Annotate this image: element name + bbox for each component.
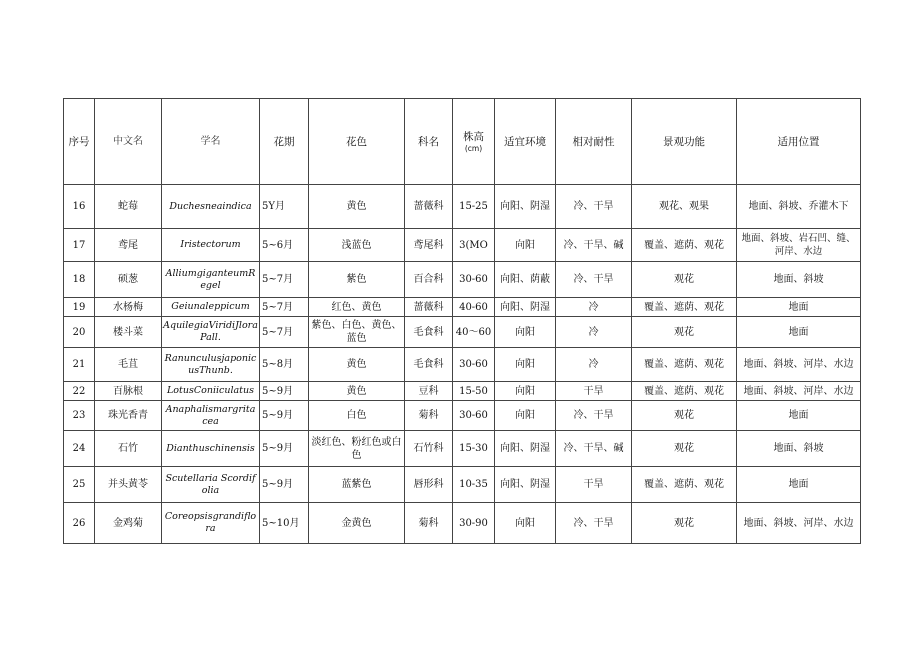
cell-height: 40～60	[453, 317, 495, 348]
cell-cn-name: 楼斗菜	[95, 317, 162, 348]
cell-sci-name: Scutellaria Scordifolia	[162, 467, 260, 503]
header-family: 科名	[405, 99, 453, 185]
cell-sci-name: LotusConiiculatus	[162, 382, 260, 401]
cell-flower-color: 淡红色、粉红色或白色	[309, 431, 405, 467]
cell-cn-name: 石竹	[95, 431, 162, 467]
header-no: 序号	[64, 99, 95, 185]
cell-landscape: 观花、观果	[632, 185, 737, 229]
table-row	[64, 431, 861, 467]
cell-cn-name: 百脉根	[95, 382, 162, 401]
cell-no: 24	[64, 431, 95, 467]
cell-flowering: 5~9月	[260, 467, 309, 503]
cell-cn-name: 硕葱	[95, 262, 162, 298]
header-flowering: 花期	[260, 99, 309, 185]
cell-landscape: 观花	[632, 262, 737, 298]
cell-tolerance: 干旱	[556, 467, 632, 503]
cell-location: 地面、斜坡、河岸、水边	[737, 503, 861, 544]
table-row	[64, 317, 861, 348]
cell-family: 菊科	[405, 503, 453, 544]
cell-landscape: 观花	[632, 401, 737, 431]
cell-sci-name: Dianthuschinensis	[162, 431, 260, 467]
header-sci-name: 学名	[162, 99, 260, 185]
cell-no: 26	[64, 503, 95, 544]
header-flower-color: 花色	[309, 99, 405, 185]
cell-environment: 向阳	[495, 503, 556, 544]
cell-sci-name: Anaphalismargritacea	[162, 401, 260, 431]
cell-sci-name: Coreopsisgrandiflora	[162, 503, 260, 544]
cell-environment: 向阳	[495, 317, 556, 348]
cell-location: 地面、斜坡、河岸、水边	[737, 382, 861, 401]
cell-tolerance: 冷、干旱、碱	[556, 431, 632, 467]
cell-tolerance: 冷、干旱	[556, 503, 632, 544]
cell-height: 15-30	[453, 431, 495, 467]
cell-landscape: 观花	[632, 317, 737, 348]
cell-family: 豆科	[405, 382, 453, 401]
cell-landscape: 覆盖、遮荫、观花	[632, 382, 737, 401]
cell-family: 菊科	[405, 401, 453, 431]
cell-environment: 向阳、阴湿	[495, 431, 556, 467]
table-row	[64, 401, 861, 431]
cell-height: 15-25	[453, 185, 495, 229]
cell-location: 地面、斜坡	[737, 262, 861, 298]
cell-cn-name: 水杨梅	[95, 298, 162, 317]
cell-flower-color: 浅蓝色	[309, 229, 405, 262]
cell-flower-color: 白色	[309, 401, 405, 431]
cell-family: 蔷薇科	[405, 185, 453, 229]
cell-flowering: 5~9月	[260, 431, 309, 467]
cell-height: 30-90	[453, 503, 495, 544]
cell-flowering: 5~7月	[260, 298, 309, 317]
cell-flower-color: 红色、黄色	[309, 298, 405, 317]
cell-environment: 向阳	[495, 229, 556, 262]
cell-tolerance: 冷、干旱	[556, 185, 632, 229]
cell-flowering: 5~7月	[260, 317, 309, 348]
cell-tolerance: 冷、干旱、碱	[556, 229, 632, 262]
cell-flower-color: 紫色、白色、黄色、蓝色	[309, 317, 405, 348]
plant-table	[63, 98, 861, 544]
cell-flowering: 5~9月	[260, 382, 309, 401]
header-row	[64, 99, 861, 185]
cell-height: 3(MO	[453, 229, 495, 262]
cell-landscape: 观花	[632, 431, 737, 467]
cell-flowering: 5~10月	[260, 503, 309, 544]
cell-environment: 向阳、阴湿	[495, 467, 556, 503]
cell-flower-color: 黄色	[309, 185, 405, 229]
cell-cn-name: 金鸡菊	[95, 503, 162, 544]
cell-flower-color: 黄色	[309, 348, 405, 382]
cell-location: 地面、斜坡	[737, 431, 861, 467]
table-row	[64, 382, 861, 401]
table-body	[64, 185, 861, 544]
cell-flowering: 5~8月	[260, 348, 309, 382]
table-row	[64, 262, 861, 298]
cell-sci-name: RanunculusjaponicusThunb.	[162, 348, 260, 382]
cell-environment: 向阳	[495, 401, 556, 431]
table-row	[64, 503, 861, 544]
cell-cn-name: 珠光香青	[95, 401, 162, 431]
header-cn-name: 中文名	[95, 99, 162, 185]
cell-sci-name: AlliumgiganteumRegel	[162, 262, 260, 298]
cell-height: 30-60	[453, 348, 495, 382]
cell-cn-name: 并头黄苓	[95, 467, 162, 503]
table-row	[64, 229, 861, 262]
header-landscape: 景观功能	[632, 99, 737, 185]
header-location: 适用位置	[737, 99, 861, 185]
header-height-unit: (cm)	[464, 143, 483, 153]
cell-flowering: 5Y月	[260, 185, 309, 229]
table-row	[64, 185, 861, 229]
cell-sci-name: Geiunaleppicum	[162, 298, 260, 317]
cell-environment: 向阳	[495, 382, 556, 401]
cell-landscape: 覆盖、遮荫、观花	[632, 467, 737, 503]
cell-environment: 向阳、阴湿	[495, 185, 556, 229]
table-row	[64, 298, 861, 317]
cell-flower-color: 金黄色	[309, 503, 405, 544]
cell-no: 22	[64, 382, 95, 401]
cell-location: 地面、斜坡、乔灌木下	[737, 185, 861, 229]
cell-height: 10-35	[453, 467, 495, 503]
cell-environment: 向阳、荫蔽	[495, 262, 556, 298]
cell-cn-name: 毛苴	[95, 348, 162, 382]
header-height-label: 株高	[463, 130, 484, 143]
cell-family: 蔷薇科	[405, 298, 453, 317]
cell-no: 16	[64, 185, 95, 229]
header-height	[453, 99, 495, 185]
table-row	[64, 348, 861, 382]
cell-height: 40-60	[453, 298, 495, 317]
cell-location: 地面	[737, 401, 861, 431]
cell-tolerance: 冷、干旱	[556, 262, 632, 298]
cell-no: 20	[64, 317, 95, 348]
cell-no: 23	[64, 401, 95, 431]
cell-location: 地面	[737, 298, 861, 317]
cell-environment: 向阳	[495, 348, 556, 382]
cell-family: 毛食科	[405, 317, 453, 348]
cell-environment: 向阳、阴湿	[495, 298, 556, 317]
cell-sci-name: AquilegiaViridiJloraPall.	[162, 317, 260, 348]
cell-tolerance: 冷	[556, 348, 632, 382]
cell-location: 地面	[737, 467, 861, 503]
cell-flower-color: 黄色	[309, 382, 405, 401]
cell-sci-name: Iristectorum	[162, 229, 260, 262]
cell-flowering: 5~7月	[260, 262, 309, 298]
cell-cn-name: 鸢尾	[95, 229, 162, 262]
cell-height: 15-50	[453, 382, 495, 401]
header-tolerance: 相对耐性	[556, 99, 632, 185]
cell-tolerance: 干旱	[556, 382, 632, 401]
cell-landscape: 覆盖、遮荫、观花	[632, 229, 737, 262]
cell-tolerance: 冷、干旱	[556, 401, 632, 431]
cell-family: 唇形科	[405, 467, 453, 503]
cell-location: 地面、斜坡、河岸、水边	[737, 348, 861, 382]
cell-family: 百合科	[405, 262, 453, 298]
cell-no: 21	[64, 348, 95, 382]
cell-height: 30-60	[453, 262, 495, 298]
header-environment: 适宜环境	[495, 99, 556, 185]
cell-family: 毛食科	[405, 348, 453, 382]
cell-flower-color: 蓝紫色	[309, 467, 405, 503]
table-row	[64, 467, 861, 503]
cell-no: 19	[64, 298, 95, 317]
cell-location: 地面	[737, 317, 861, 348]
cell-family: 鸢尾科	[405, 229, 453, 262]
cell-sci-name: Duchesneaindica	[162, 185, 260, 229]
cell-flower-color: 紫色	[309, 262, 405, 298]
cell-tolerance: 冷	[556, 317, 632, 348]
cell-tolerance: 冷	[556, 298, 632, 317]
cell-no: 18	[64, 262, 95, 298]
cell-height: 30-60	[453, 401, 495, 431]
cell-no: 25	[64, 467, 95, 503]
cell-cn-name: 蛇莓	[95, 185, 162, 229]
cell-location: 地面、斜坡、岩石凹、缝、河岸、水边	[737, 229, 861, 262]
cell-landscape: 覆盖、遮荫、观花	[632, 298, 737, 317]
cell-flowering: 5~6月	[260, 229, 309, 262]
cell-family: 石竹科	[405, 431, 453, 467]
cell-flowering: 5~9月	[260, 401, 309, 431]
cell-no: 17	[64, 229, 95, 262]
cell-landscape: 覆盖、遮荫、观花	[632, 348, 737, 382]
cell-landscape: 观花	[632, 503, 737, 544]
